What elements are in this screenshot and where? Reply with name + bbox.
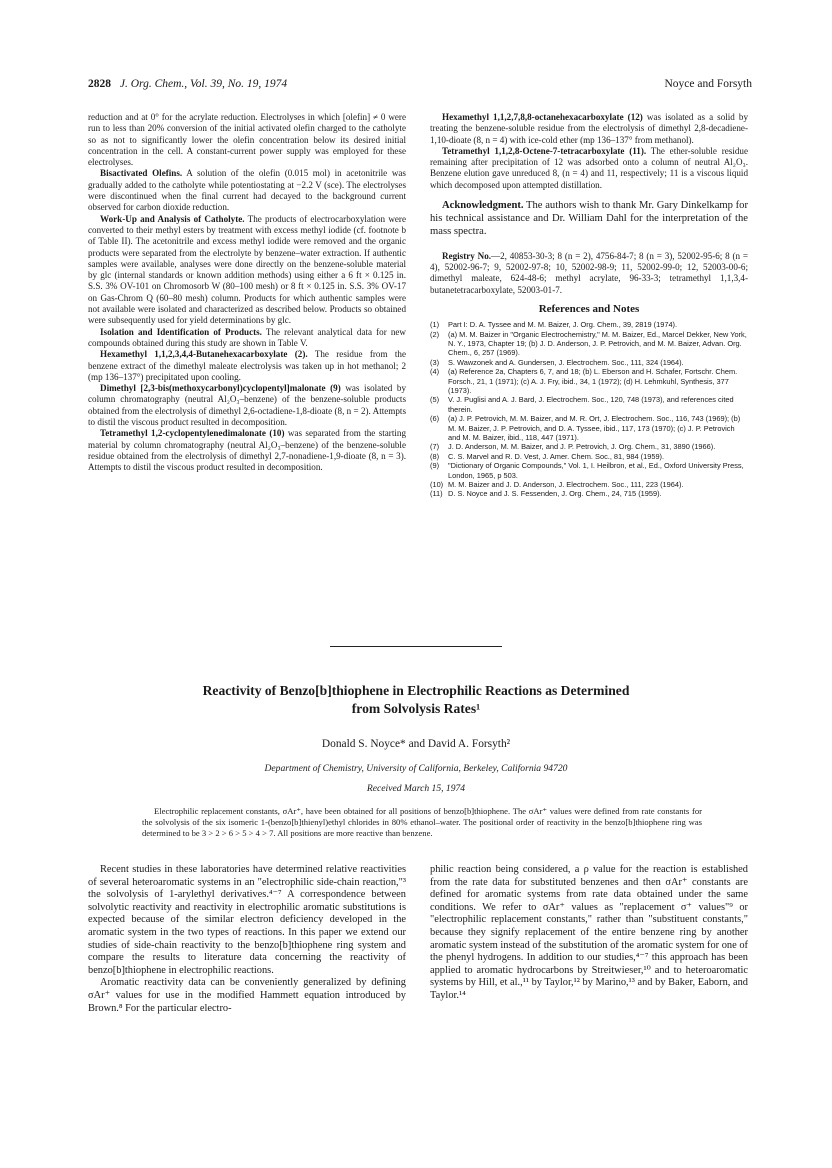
reference-text: V. J. Puglisi and A. J. Bard, J. Electrochem. Soc., 120, 748 (1973), and references cited therein.	[448, 395, 734, 414]
reference-item	[430, 330, 748, 358]
compound-heading: Tetramethyl 1,1,2,8-Octene-7-tetracarboxylate (11).	[442, 145, 647, 156]
page-number: 2828	[88, 78, 111, 90]
reference-text: (a) J. P. Petrovich, M. M. Baizer, and M. R. Ort, J. Electrochem. Soc., 116, 743 (1969); (b) M. M. Baizer, J. P. Petrovich, and D. A. Tyssee, ibid., 117, 173 (1970); (c) J. P. Petrovich and M. M. Baizer, ibid., 118, 447 (1971).	[448, 414, 741, 443]
dimethyl-malonate-paragraph	[88, 383, 406, 428]
reference-item	[430, 480, 748, 489]
reference-text: "Dictionary of Organic Compounds," Vol. 1, I. Heilbron, et al., Ed., Oxford University Press, London, 1965, p 503.	[448, 461, 744, 480]
journal-citation: J. Org. Chem., Vol. 39, No. 19, 1974	[119, 78, 288, 90]
reference-item	[430, 442, 748, 451]
paragraph-text: The ether-soluble residue remaining after precipitation of 12 was adsorbed onto a column of neutral Al₂O₃. Benzene elution gave unreduced 8, (n = 4) and 11, respectively; 11 is a viscous liquid which decomposed upon attempted distillation.	[430, 145, 748, 190]
reference-text: M. M. Baizer and J. D. Anderson, J. Electrochem. Soc., 111, 223 (1964).	[448, 480, 684, 490]
acknowledgment-heading: Acknowledgment.	[442, 200, 524, 212]
running-head-authors: Noyce and Forsyth	[664, 78, 752, 90]
reference-number: (9)	[430, 461, 440, 471]
section-heading: Bisactivated Olefins.	[100, 168, 183, 179]
compound-heading: Dimethyl [2,3-bis(methoxycarbonyl)cyclopentyl]malonate (9)	[100, 383, 341, 394]
article-title-line: Reactivity of Benzo[b]thiophene in Electrophilic Reactions as Determined	[202, 683, 630, 698]
registry-text: —2, 40853-30-3; 8 (n = 2), 4756-84-7; 8 (n = 3), 52002-95-6; 8 (n = 4), 52002-96-7; 9, 52002-97-8; 10, 52002-98-9; 11, 52002-99-0; 12, 52003-00-6; dimethyl maleate, 624-48-6; methyl acrylate, 96-33-3; tetramethyl 1,1,3,4-butanetetracarboxylate, 52003-01-7.	[430, 250, 748, 295]
reference-item	[430, 320, 748, 329]
acknowledgment-text: The authors wish to thank Mr. Gary Dinkelkamp for his technical assistance and Dr. William Dahl for the interpretation of the mass spectra.	[430, 200, 748, 238]
reference-number: (3)	[430, 357, 440, 367]
reference-text: Part I: D. A. Tyssee and M. M. Baizer, J. Org. Chem., 39, 2819 (1974).	[448, 320, 678, 330]
received-date: Received March 15, 1974	[366, 783, 466, 794]
reference-text: C. S. Marvel and R. D. Vest, J. Amer. Chem. Soc., 81, 984 (1959).	[448, 451, 665, 461]
body-paragraph: Recent studies in these laboratories have determined relative reactivities of several heteroaromatic systems in an "electrophilic side-chain reaction,"³ the solvolysis of 1-arylethyl derivatives.⁴⁻⁷ A correspondence between solvolytic reactivity and reactivity in electrophilic aromatic substitutions is expected because of the similar electron deficiency developed in the aromatic system in the two types of reactions. In this paper we extend our studies of side-chain reactivity to the benzo[b]thiophene ring system and compare the results to literature data concerning the reactivity of benzo[b]thiophene in electrophilic reactions.	[88, 864, 406, 976]
reference-number: (6)	[430, 414, 440, 424]
reference-number: (1)	[430, 320, 440, 330]
paragraph-text: The products of electrocarboxylation were converted to their methyl esters by treatment with excess methyl iodide (cf. footnote b of Table II). The acetonitrile and excess methyl iodide were removed and the organic products were separated from the electrolyte by benzene–water extraction. If authentic samples were available, analyses were done directly on the benzene-soluble material by glc (internal standards or known addition methods) using either a 6 ft × 0.125 in. S.S. 3% OV-101 on Chromosorb W (80–100 mesh) or 8 ft × 0.125 in. S.S. 3% OV-17 on Gas-Chrom Q (60–80 mesh) column. Products for which authentic samples were not available were isolated and characterized as described below. Products so obtained were subsequently used for yield determinations by glc.	[88, 213, 407, 326]
acknowledgment	[430, 199, 748, 239]
paragraph-text: The residue from the benzene extract of the dimethyl maleate electrolysis was taken up in hot methanol; 2 (mp 136–137°) precipitated upon cooling.	[88, 349, 406, 382]
reference-item	[430, 452, 748, 461]
paragraph-text: was isolated as a solid by treating the benzene-soluble residue from the electrolysis of dimethyl 2,8-decadiene-1,10-dioate (8, n = 4) with ice-cold ether (mp 136–137° from methanol).	[430, 112, 749, 145]
reference-number: (10)	[430, 480, 444, 490]
reference-number: (2)	[430, 329, 440, 339]
reference-item	[430, 461, 748, 480]
isolation-paragraph	[88, 327, 406, 350]
reference-item	[430, 489, 748, 498]
reference-number: (7)	[430, 442, 440, 452]
reference-item	[430, 367, 748, 395]
article-abstract: Electrophilic replacement constants, σAr⁺, have been obtained for all positions of benzo[b]thiophene. The σAr⁺ values were defined from rate constants for the solvolysis of the six isomeric 1-(benzo[b]thienyl)ethyl chlorides in 80% ethanol–water. The positional order of reactivity in the benzo[b]thiophene ring was determined to be 3 > 2 > 6 > 5 > 4 > 7. All positions are more reactive than benzene.	[142, 806, 702, 838]
references-heading: References and Notes	[538, 302, 640, 315]
tetramethyl-dimalonate-paragraph	[88, 428, 406, 473]
experimental-column-right	[430, 112, 748, 499]
reference-text: S. Wawzonek and A. Gundersen, J. Electrochem. Soc., 111, 324 (1964).	[448, 357, 684, 367]
article-affiliation: Department of Chemistry, University of California, Berkeley, California 94720	[264, 763, 568, 774]
article-title-line: from Solvolysis Rates¹	[351, 701, 481, 716]
reference-text: (a) Reference 2a, Chapters 6, 7, and 18; (b) L. Eberson and H. Schafer, Fortschr. Chem. Forsch., 21, 1 (1971); (c) A. J. Fry, ibid., 34, 1 (1972); (d) H. Lehmkuhl, Synthesis, 377 (1973).	[448, 367, 738, 396]
paragraph-text: A solution of the olefin (0.015 mol) in acetonitrile was gradually added to the catholyte while potentiostating at −2.2 V (sce). The electrolyses were discontinued when the final current had decayed to the background current observed for carbon dioxide reduction.	[88, 168, 406, 213]
bisactivated-olefins-paragraph	[88, 168, 406, 213]
body-paragraph: Aromatic reactivity data can be conveniently generalized by defining σAr⁺ values for use in the modified Hammett equation introduced by Brown.⁸ For the particular electro-	[88, 977, 406, 1014]
article-title	[110, 682, 722, 718]
compound-heading: Hexamethyl 1,1,2,7,8,8-octanehexacarboxylate (12)	[442, 112, 643, 122]
paragraph-text: The relevant analytical data for new compounds obtained during this study are shown in Table V.	[88, 326, 406, 348]
hexamethyl-octane-paragraph	[430, 112, 748, 146]
section-heading: Isolation and Identification of Products.	[100, 326, 262, 337]
reference-number: (8)	[430, 451, 440, 461]
registry-numbers	[430, 251, 748, 296]
experimental-column-left	[88, 112, 406, 474]
article-authors: Donald S. Noyce* and David A. Forsyth²	[321, 738, 511, 750]
section-heading: Work-Up and Analysis of Catholyte.	[100, 213, 245, 224]
reference-item	[430, 358, 748, 367]
body-column-left	[88, 864, 406, 1015]
reference-list	[430, 320, 748, 499]
body-column-right	[430, 864, 748, 1003]
paragraph-text: was isolated by column chromatography (neutral Al₂O₃–benzene) of the benzene-soluble products obtained from the electrolysis of dimethyl 2,6-octadiene-1,8-dioate (8, n = 2). Attempts to distil the viscous product resulted in decomposition.	[88, 383, 406, 428]
experimental-paragraph: reduction and at 0° for the acrylate reduction. Electrolyses in which [olefin] ≠ 0 were run to less than 20% conversion of the initial activated olefin charged to the catholyte so as not to significantly lower the olefin concentration below its desired initial concentration in the cell. A constant-current power supply was employed for these electrolyses.	[88, 112, 406, 168]
registry-heading: Registry No.	[442, 250, 492, 261]
paragraph-text: was separated from the starting material by column chromatography (neutral Al₂O₃–benzene) of the benzene-soluble residue obtained from the electrolysis of dimethyl 2,7-nonadiene-1,9-dioate (8, n = 3). Attempts to distil the viscous product resulted in decomposition.	[88, 428, 406, 473]
article-divider	[330, 646, 502, 647]
reference-item	[430, 414, 748, 442]
body-paragraph: philic reaction being considered, a ρ value for the reaction is established from the rate data for substituted benzenes and then σAr⁺ constants are defined for aromatic systems from rate data obtained under the same conditions. We refer to σAr⁺ values as "replacement σ⁺ values"⁹ or "electrophilic replacement constants," rather than "substituent constants," because they signify replacement of the entire benzene ring by another aromatic system instead of the substitution of the aromatic system for one of the phenyl hydrogens. In addition to our studies,⁴⁻⁷ this approach has been applied to aromatic hydrocarbons by Streitwieser,¹⁰ and to heteroaromatic systems by Hill, et al.,¹¹ by Taylor,¹² by Marino,¹³ and by Baker, Eaborn, and Taylor.¹⁴	[430, 864, 748, 1001]
tetramethyl-octene-paragraph	[430, 146, 748, 191]
reference-text: D. S. Noyce and J. S. Fessenden, J. Org. Chem., 24, 715 (1959).	[448, 489, 662, 499]
hexamethyl-butane-paragraph	[88, 349, 406, 383]
compound-heading: Tetramethyl 1,2-cyclopentylenedimalonate (10)	[100, 428, 285, 439]
compound-heading: Hexamethyl 1,1,2,3,4,4-Butanehexacarboxylate (2).	[100, 349, 308, 360]
workup-paragraph	[88, 214, 406, 327]
reference-number: (11)	[430, 489, 443, 499]
reference-number: (5)	[430, 395, 440, 405]
running-head-left	[88, 78, 287, 90]
running-head	[88, 78, 752, 96]
reference-item	[430, 395, 748, 414]
reference-number: (4)	[430, 367, 440, 377]
reference-text: (a) M. M. Baizer in "Organic Electrochemistry," M. M. Baizer, Ed., Marcel Dekker, New York, N. Y., 1973, Chapter 19; (b) J. D. Anderson, J. P. Petrovich, and M. M. Baizer, Advan. Org. Chem., 6, 257 (1969).	[448, 329, 747, 358]
reference-text: J. D. Anderson, M. M. Baizer, and J. P. Petrovich, J. Org. Chem., 31, 3890 (1966).	[448, 442, 716, 452]
